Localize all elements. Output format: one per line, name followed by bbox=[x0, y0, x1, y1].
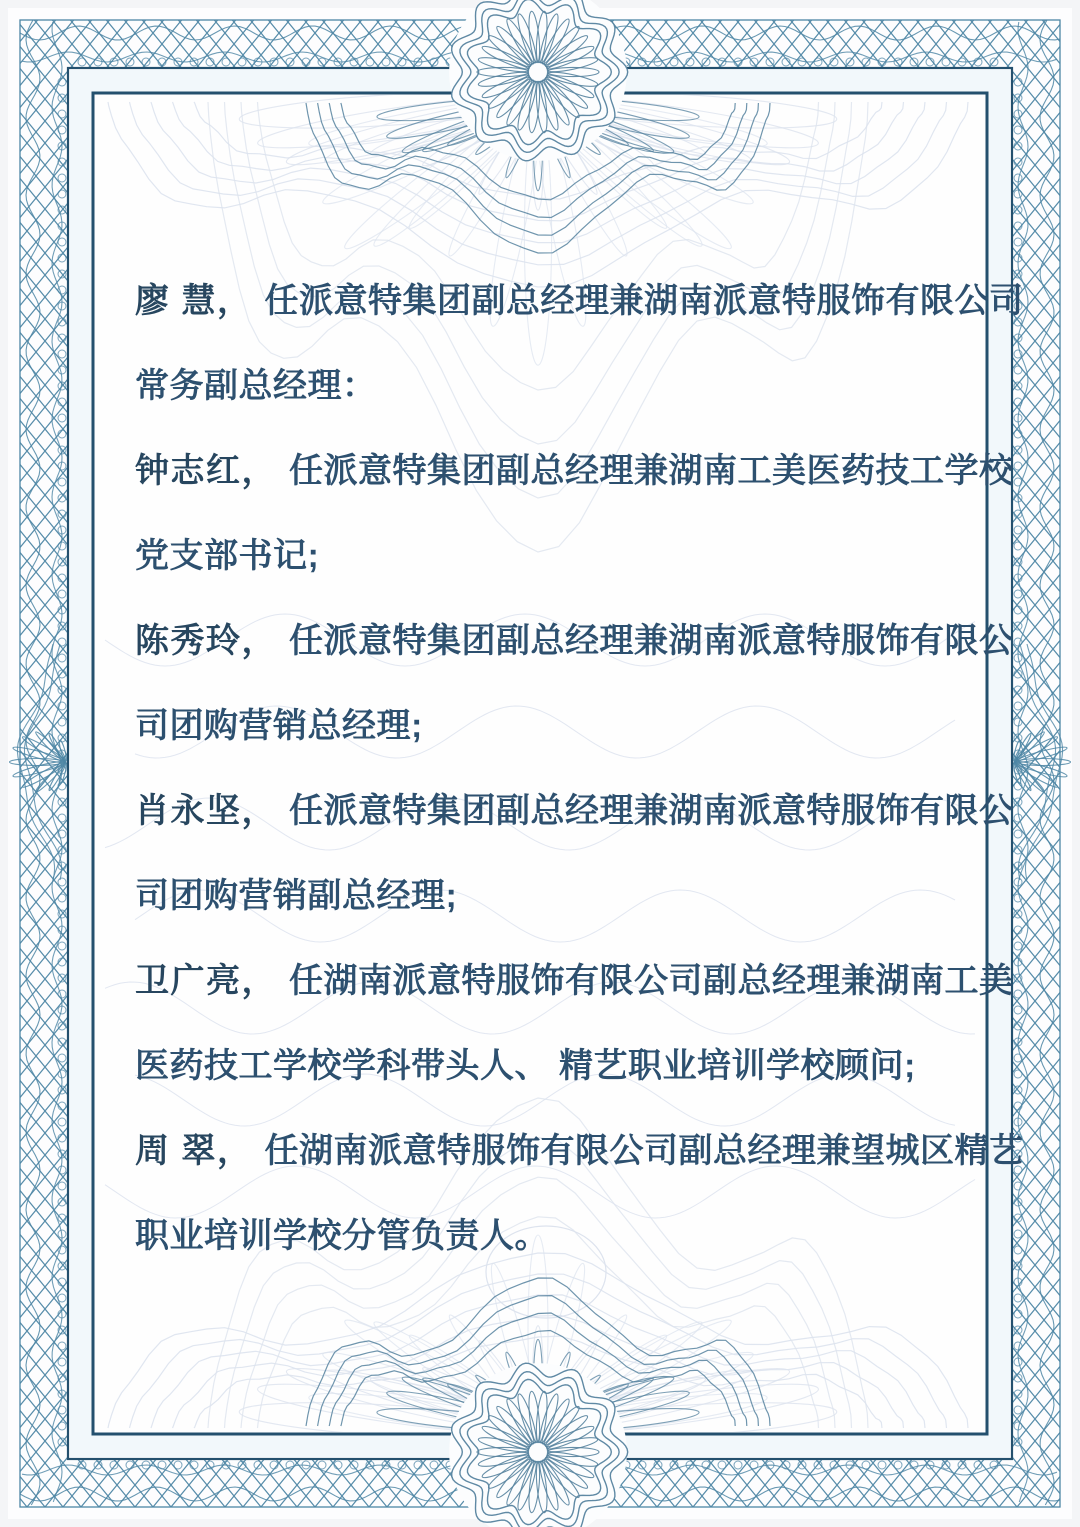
entry-line: 司团购营销总经理; bbox=[135, 707, 423, 745]
appointment-entry bbox=[135, 939, 1014, 1109]
appointment-entry bbox=[135, 429, 1014, 599]
person-name: 周 翠， bbox=[135, 1132, 253, 1170]
entry-line: 医药技工学校学科带头人、 精艺职业培训学校顾问; bbox=[135, 1047, 916, 1085]
person-name: 陈秀玲， bbox=[135, 622, 277, 660]
appointment-text: 任派意特集团副总经理兼湖南派意特服饰有限公 bbox=[289, 622, 1014, 660]
entry-line: 职业培训学校分管负责人。 bbox=[135, 1217, 549, 1255]
appointment-text: 任派意特集团副总经理兼湖南派意特服饰有限公 bbox=[289, 792, 1014, 830]
entry-line bbox=[135, 259, 1024, 344]
entry-line: 常务副总经理： bbox=[135, 367, 377, 405]
entry-line bbox=[135, 1109, 1024, 1194]
appointment-text: 任湖南派意特服饰有限公司副总经理兼望城区精艺 bbox=[264, 1132, 1024, 1170]
entry-line bbox=[135, 769, 1014, 854]
appointment-entry bbox=[135, 259, 1024, 429]
appointment-entry bbox=[135, 769, 1014, 939]
person-name: 廖 慧， bbox=[135, 282, 253, 320]
entry-line bbox=[135, 599, 1014, 684]
person-name: 卫广亮， bbox=[135, 962, 277, 1000]
entry-line bbox=[135, 429, 1014, 514]
entry-line bbox=[135, 939, 1014, 1024]
entry-line: 党支部书记; bbox=[135, 537, 320, 575]
entry-line: 司团购营销副总经理; bbox=[135, 877, 458, 915]
appointment-list bbox=[135, 259, 1024, 1279]
person-name: 钟志红， bbox=[135, 452, 277, 490]
appointment-entry bbox=[135, 1109, 1024, 1279]
appointment-text: 任派意特集团副总经理兼湖南派意特服饰有限公司 bbox=[264, 282, 1024, 320]
appointment-text: 任派意特集团副总经理兼湖南工美医药技工学校 bbox=[289, 452, 1014, 490]
appointment-text: 任湖南派意特服饰有限公司副总经理兼湖南工美 bbox=[289, 962, 1014, 1000]
appointment-entry bbox=[135, 599, 1014, 769]
person-name: 肖永坚， bbox=[135, 792, 277, 830]
